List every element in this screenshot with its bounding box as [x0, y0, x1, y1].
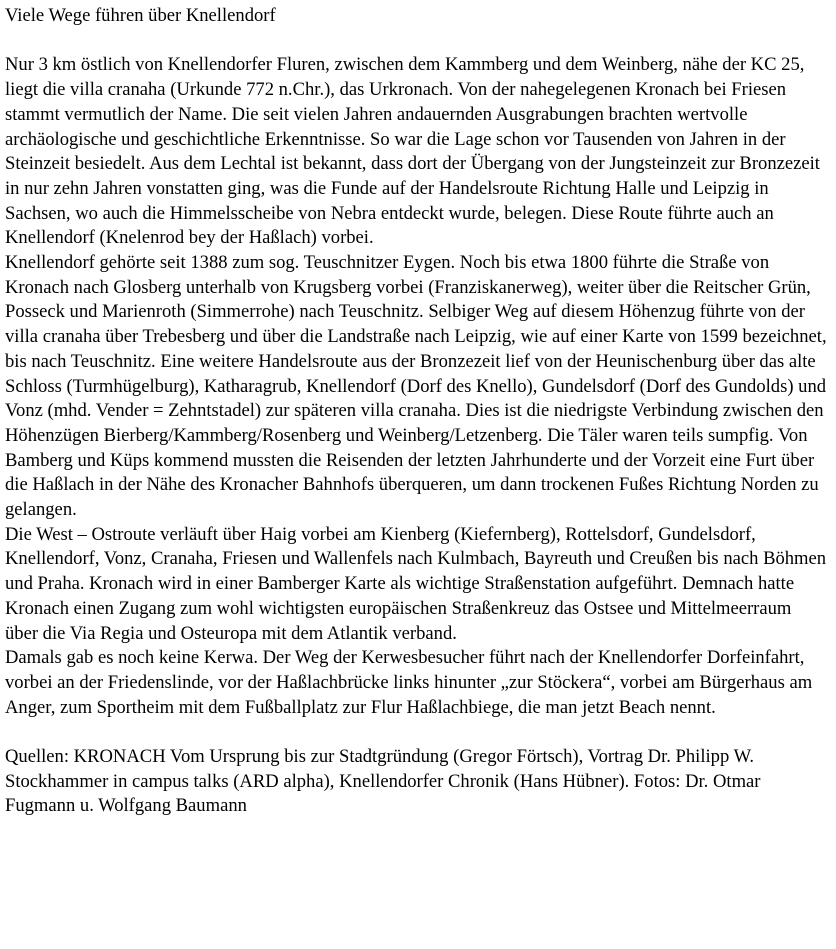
paragraph-trade-routes: Nur 3 km östlich von Knellendorfer Fluren, zwischen dem Kammberg und dem Weinberg, nähe der KC 25, liegt die villa cranaha (Urkunde 772 n.Chr.), das Urkronach. Von der nahegelegenen Kronach bei Friesen stammt vermutlich der Name. Die seit vielen Jahren andauernden Ausgrabungen brachten wertvolle archäologische und geschichtliche Erkenntnisse. So war die Lage schon vor Tausenden von Jahren in der Steinzeit besiedelt. Aus dem Lechtal ist bekannt, dass dort der Übergang von der Jungsteinzeit zur Bronzezeit in nur zehn Jahren vonstatten ging, was die Funde auf der Handelsroute Richtung Halle und Leipzig in Sachsen, wo auch die Himmelsscheibe von Nebra entdeckt wurde, belegen. Diese Route führte auch an Knellendorf (Knelenrod bey der Haßlach) vorbei. [5, 54, 820, 249]
spacer [5, 29, 828, 54]
paragraph-teuschnitzer-eygen: Knellendorf gehörte seit 1388 zum sog. Teuschnitzer Eygen. Noch bis etwa 1800 führte die Straße von Kronach nach Glosberg unterhalb von Krugsberg vorbei (Franziskanerweg), weiter über die Reitscher Grün, Posseck und Marienroth (Simmerrohe) nach Teuschnitz. Selbiger Weg auf diesem Höhenzug führte von der villa cranaha über Trebesberg und über die Landstraße nach Leipzig, wie auf einer Karte von 1599 bezeichnet, bis nach Teuschnitz. Eine weitere Handelsroute aus der Bronzezeit lief von der Heunischenburg über das alte Schloss (Turmhügelburg), Katharagrub, Knellendorf (Dorf des Knello), Gundelsdorf (Dorf des Gundolds) und Vonz (mhd. Vender = Zehntstadel) zur späteren villa cranaha. Dies ist die niedrigste Verbindung zwischen den Höhenzügen Bierberg/Kammberg/Rosenberg und Weinberg/Letzenberg. Die Täler waren teils sumpfig. Von Bamberg und Küps kommend mussten die Reisenden der letzten Jahrhunderte und der Vorzeit eine Furt über die Haßlach in der Nähe des Kronacher Bahnhofs überqueren, um dann trockenen Fußes Richtung Norden zu gelangen. [5, 252, 827, 521]
paragraph-kerwa: Damals gab es noch keine Kerwa. Der Weg der Kerwesbesucher führt nach der Knellendorfer Dorfeinfahrt, vorbei an der Friedenslinde, vor der Haßlachbrücke links hinunter „zur Stöckera“, vorbei am Bürgerhaus am Anger, zum Sportheim mit dem Fußballplatz zur Flur Haßlachbiege, die man jetzt Beach nennt. [5, 647, 813, 718]
spacer [5, 720, 828, 745]
document-title: Viele Wege führen über Knellendorf [5, 5, 276, 26]
paragraph-west-east-route: Die West – Ostroute verläuft über Haig vorbei am Kienberg (Kiefernberg), Rottelsdorf, Gundelsdorf, Knellendorf, Vonz, Cranaha, Friesen und Wallenfels nach Kulmbach, Bayreuth und Creußen bis nach Böhmen und Praha. Kronach wird in einer Bamberger Karte als wichtige Straßenstation aufgeführt. Demnach hatte Kronach einen Zugang zum wohl wichtigsten europäischen Straßenkreuz das Ostsee und Mittelmeerraum über die Via Regia und Osteuropa mit dem Atlantik verband. [5, 523, 827, 644]
sources-paragraph: Quellen: KRONACH Vom Ursprung bis zur Stadtgründung (Gregor Förtsch), Vortrag Dr. Philipp W. Stockhammer in campus talks (ARD alpha), Knellendorfer Chronik (Hans Hübner). Fotos: Dr. Otmar Fugmann u. Wolfgang Baumann [5, 746, 761, 817]
